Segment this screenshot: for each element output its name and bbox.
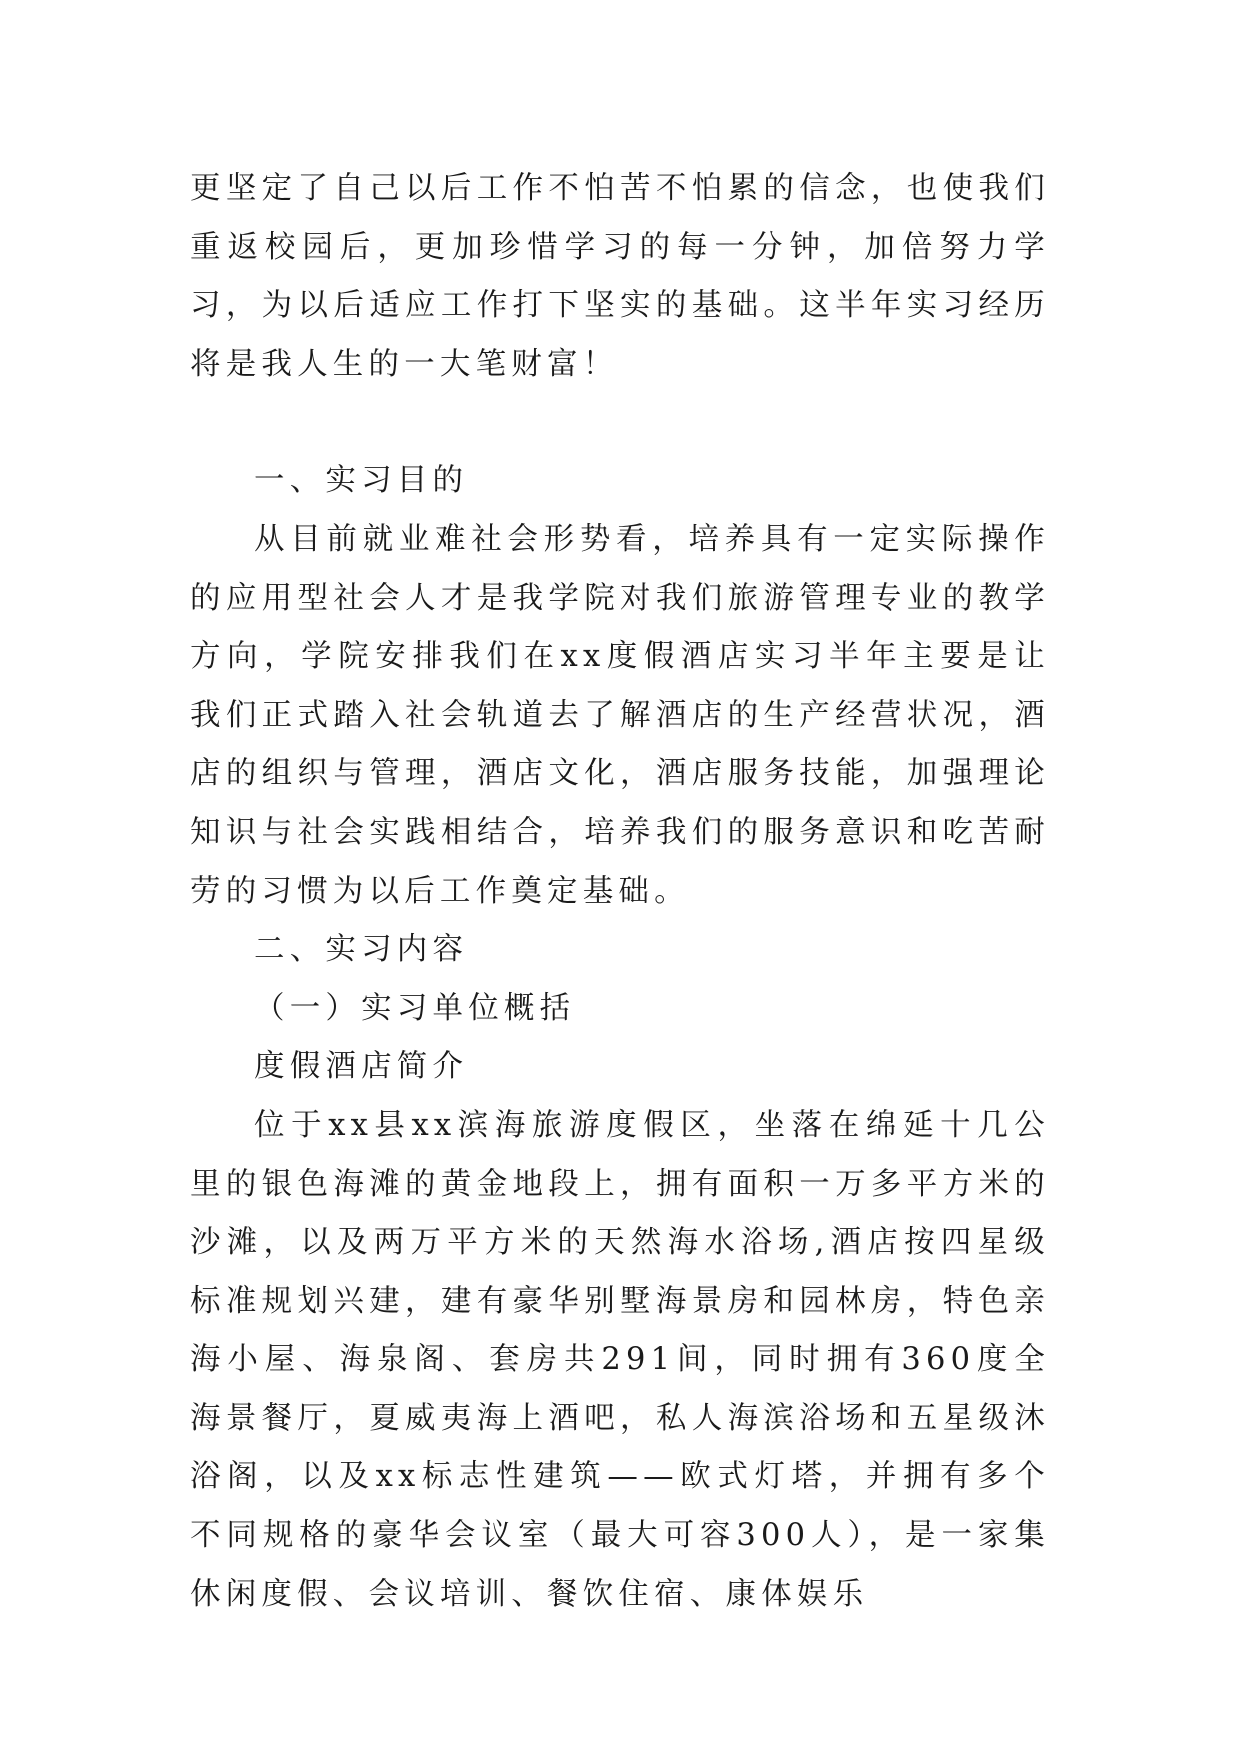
paragraph-continuation: 更坚定了自己以后工作不怕苦不怕累的信念，也使我们重返校园后，更加珍惜学习的每一分钟，加倍努力学习，为以后适应工作打下坚实的基础。这半年实习经历将是我人生的一大笔财富！: [190, 171, 1050, 382]
paragraph-purpose: 从目前就业难社会形势看，培养具有一定实际操作的应用型社会人才是我学院对我们旅游管理专业的教学方向，学院安排我们在xx度假酒店实习半年主要是让我们正式踏入社会轨道去了解酒店的生产经营状况，酒店的组织与管理，酒店文化，酒店服务技能，加强理论知识与社会实践相结合，培养我们的服务意识和吃苦耐劳的习惯为以后工作奠定基础。: [190, 521, 1050, 909]
section-heading-purpose: 一、实习目的: [254, 463, 469, 499]
subsection-heading-overview: （一）实习单位概括: [254, 990, 576, 1026]
section-heading-content: 二、实习内容: [254, 932, 469, 968]
subheading-hotel-intro: 度假酒店简介: [254, 1049, 469, 1085]
paragraph-hotel-intro: 位于xx县xx滨海旅游度假区，坐落在绵延十几公里的银色海滩的黄金地段上，拥有面积一万多平方米的沙滩，以及两万平方米的天然海水浴场,酒店按四星级标准规划兴建，建有豪华别墅海景房和园林房，特色亲海小屋、海泉阁、套房共291间，同时拥有360度全海景餐厅，夏威夷海上酒吧，私人海滨浴场和五星级沐浴阁，以及xx标志性建筑——欧式灯塔，并拥有多个不同规格的豪华会议室（最大可容300人），是一家集休闲度假、会议培训、餐饮住宿、康体娱乐: [190, 1107, 1050, 1612]
document-body: [190, 160, 1050, 1624]
